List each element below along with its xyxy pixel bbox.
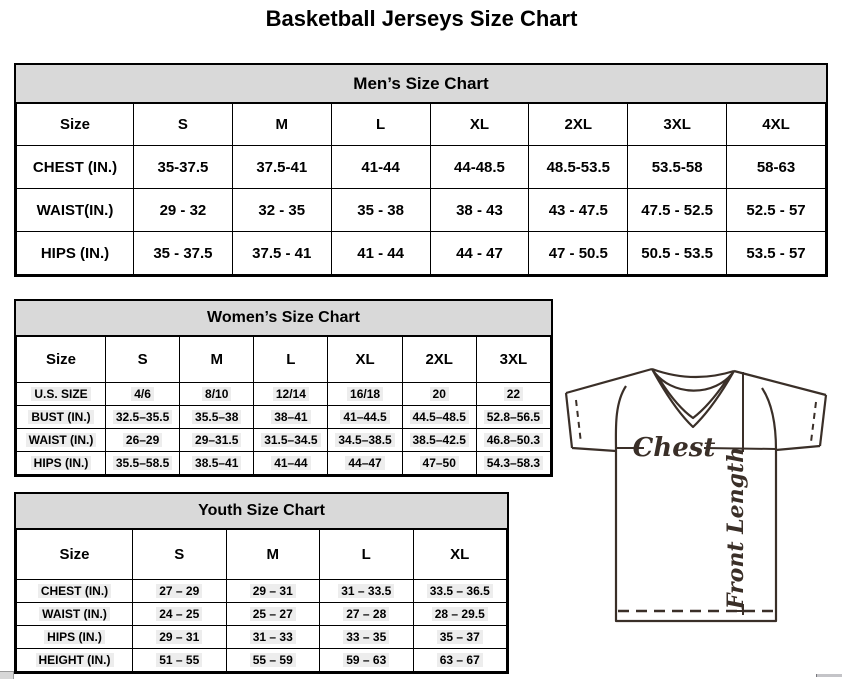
size-cell: 8/10 (180, 383, 254, 406)
size-cell: 35.5–58.5 (106, 452, 180, 475)
youth-size-table (14, 492, 509, 674)
size-cell: 58-63 (727, 146, 826, 189)
size-cell: 31 – 33 (226, 626, 320, 649)
size-cell: 43 - 47.5 (529, 189, 628, 232)
row-label: WAIST (IN.) (17, 603, 133, 626)
scrollbar-fragment-right (816, 674, 842, 677)
jersey-left-cuff-line (566, 393, 572, 448)
table-row (17, 626, 507, 649)
size-cell: 34.5–38.5 (328, 429, 402, 452)
size-cell: 4/6 (106, 383, 180, 406)
column-header: 4XL (727, 104, 826, 146)
size-cell: 48.5-53.5 (529, 146, 628, 189)
header-row (17, 337, 551, 383)
scrollbar-fragment-left (0, 671, 14, 679)
size-cell: 41–44.5 (328, 406, 402, 429)
size-cell: 35 - 38 (331, 189, 430, 232)
size-cell: 37.5 - 41 (232, 232, 331, 275)
chest-label: Chest (632, 433, 716, 463)
jersey-left-sleeve-underside (572, 448, 616, 451)
jersey-right-shoulder-line (734, 371, 826, 395)
size-cell: 35 - 37.5 (134, 232, 233, 275)
size-cell: 41 - 44 (331, 232, 430, 275)
size-cell: 31 – 33.5 (320, 580, 414, 603)
size-cell: 38.5–41 (180, 452, 254, 475)
size-cell: 29 – 31 (226, 580, 320, 603)
row-label: HEIGHT (IN.) (17, 649, 133, 672)
size-cell: 59 – 63 (320, 649, 414, 672)
front-length-label: Front Length (723, 446, 749, 610)
size-cell: 31.5–34.5 (254, 429, 328, 452)
row-label: BUST (IN.) (17, 406, 106, 429)
size-cell: 51 – 55 (133, 649, 227, 672)
table-row (17, 406, 551, 429)
size-cell: 38 - 43 (430, 189, 529, 232)
column-header: XL (413, 530, 507, 580)
column-header: M (226, 530, 320, 580)
size-cell: 47–50 (402, 452, 476, 475)
column-header: 2XL (529, 104, 628, 146)
table-row (17, 146, 826, 189)
column-header: L (320, 530, 414, 580)
size-cell: 54.3–58.3 (476, 452, 550, 475)
column-header: L (254, 337, 328, 383)
size-cell: 53.5-58 (628, 146, 727, 189)
jersey-right-armhole-curve (762, 388, 776, 450)
row-label: WAIST (IN.) (17, 429, 106, 452)
table-row (17, 649, 507, 672)
column-header: 3XL (628, 104, 727, 146)
row-label: CHEST (IN.) (17, 580, 133, 603)
size-cell: 52.8–56.5 (476, 406, 550, 429)
page-title: Basketball Jerseys Size Chart (265, 6, 578, 31)
table-row (17, 383, 551, 406)
size-cell: 29 – 31 (133, 626, 227, 649)
size-cell: 29–31.5 (180, 429, 254, 452)
size-cell: 27 – 28 (320, 603, 414, 626)
size-cell: 33.5 – 36.5 (413, 580, 507, 603)
size-cell: 41–44 (254, 452, 328, 475)
column-header: 2XL (402, 337, 476, 383)
table-row (17, 189, 826, 232)
row-label: CHEST (IN.) (17, 146, 134, 189)
table-row (17, 603, 507, 626)
jersey-measurement-diagram (556, 360, 840, 628)
size-cell: 35-37.5 (134, 146, 233, 189)
column-header: M (232, 104, 331, 146)
size-cell: 16/18 (328, 383, 402, 406)
size-cell: 22 (476, 383, 550, 406)
size-cell: 37.5-41 (232, 146, 331, 189)
mens-table-grid (16, 103, 826, 275)
size-cell: 27 – 29 (133, 580, 227, 603)
jersey-left-armhole-curve (616, 386, 626, 450)
column-header: 3XL (476, 337, 550, 383)
row-label: U.S. SIZE (17, 383, 106, 406)
jersey-right-sleeve-underside (776, 446, 820, 450)
size-cell: 52.5 - 57 (727, 189, 826, 232)
mens-table-title: Men’s Size Chart (16, 65, 826, 103)
column-header: Size (17, 337, 106, 383)
womens-size-table (14, 299, 553, 477)
table-row (17, 232, 826, 275)
size-cell: 26–29 (106, 429, 180, 452)
column-header: XL (328, 337, 402, 383)
size-cell: 41-44 (331, 146, 430, 189)
size-cell: 33 – 35 (320, 626, 414, 649)
header-row (17, 530, 507, 580)
size-cell: 35 – 37 (413, 626, 507, 649)
column-header: Size (17, 104, 134, 146)
size-cell: 55 – 59 (226, 649, 320, 672)
size-cell: 35.5–38 (180, 406, 254, 429)
column-header: S (106, 337, 180, 383)
row-label: HIPS (IN.) (17, 626, 133, 649)
size-cell: 32.5–35.5 (106, 406, 180, 429)
size-cell: 44 - 47 (430, 232, 529, 275)
youth-table-title: Youth Size Chart (16, 494, 507, 529)
womens-table-title: Women’s Size Chart (16, 301, 551, 336)
column-header: Size (17, 530, 133, 580)
table-row (17, 452, 551, 475)
row-label: WAIST(IN.) (17, 189, 134, 232)
column-header: M (180, 337, 254, 383)
column-header: XL (430, 104, 529, 146)
size-cell: 47 - 50.5 (529, 232, 628, 275)
column-header: S (134, 104, 233, 146)
size-cell: 25 – 27 (226, 603, 320, 626)
size-cell: 38.5–42.5 (402, 429, 476, 452)
right-sleeve-stitch-dashes (811, 402, 816, 442)
jersey-collar-top-arc (652, 369, 734, 377)
size-cell: 29 - 32 (134, 189, 233, 232)
jersey-left-shoulder-line (566, 369, 652, 393)
size-cell: 53.5 - 57 (727, 232, 826, 275)
left-sleeve-stitch-dashes (576, 400, 581, 443)
size-cell: 63 – 67 (413, 649, 507, 672)
size-cell: 46.8–50.3 (476, 429, 550, 452)
size-cell: 44–47 (328, 452, 402, 475)
table-row (17, 429, 551, 452)
jersey-right-cuff-line (820, 395, 826, 446)
column-header: S (133, 530, 227, 580)
header-row (17, 104, 826, 146)
row-label: HIPS (IN.) (17, 452, 106, 475)
jersey-body-outline (616, 450, 776, 621)
mens-size-table (14, 63, 828, 277)
youth-table-grid (16, 529, 507, 672)
womens-table-grid (16, 336, 551, 475)
size-cell: 28 – 29.5 (413, 603, 507, 626)
size-cell: 24 – 25 (133, 603, 227, 626)
size-cell: 20 (402, 383, 476, 406)
size-cell: 38–41 (254, 406, 328, 429)
table-row (17, 580, 507, 603)
size-cell: 44-48.5 (430, 146, 529, 189)
row-label: HIPS (IN.) (17, 232, 134, 275)
size-cell: 47.5 - 52.5 (628, 189, 727, 232)
size-cell: 12/14 (254, 383, 328, 406)
size-cell: 50.5 - 53.5 (628, 232, 727, 275)
column-header: L (331, 104, 430, 146)
size-cell: 44.5–48.5 (402, 406, 476, 429)
size-cell: 32 - 35 (232, 189, 331, 232)
